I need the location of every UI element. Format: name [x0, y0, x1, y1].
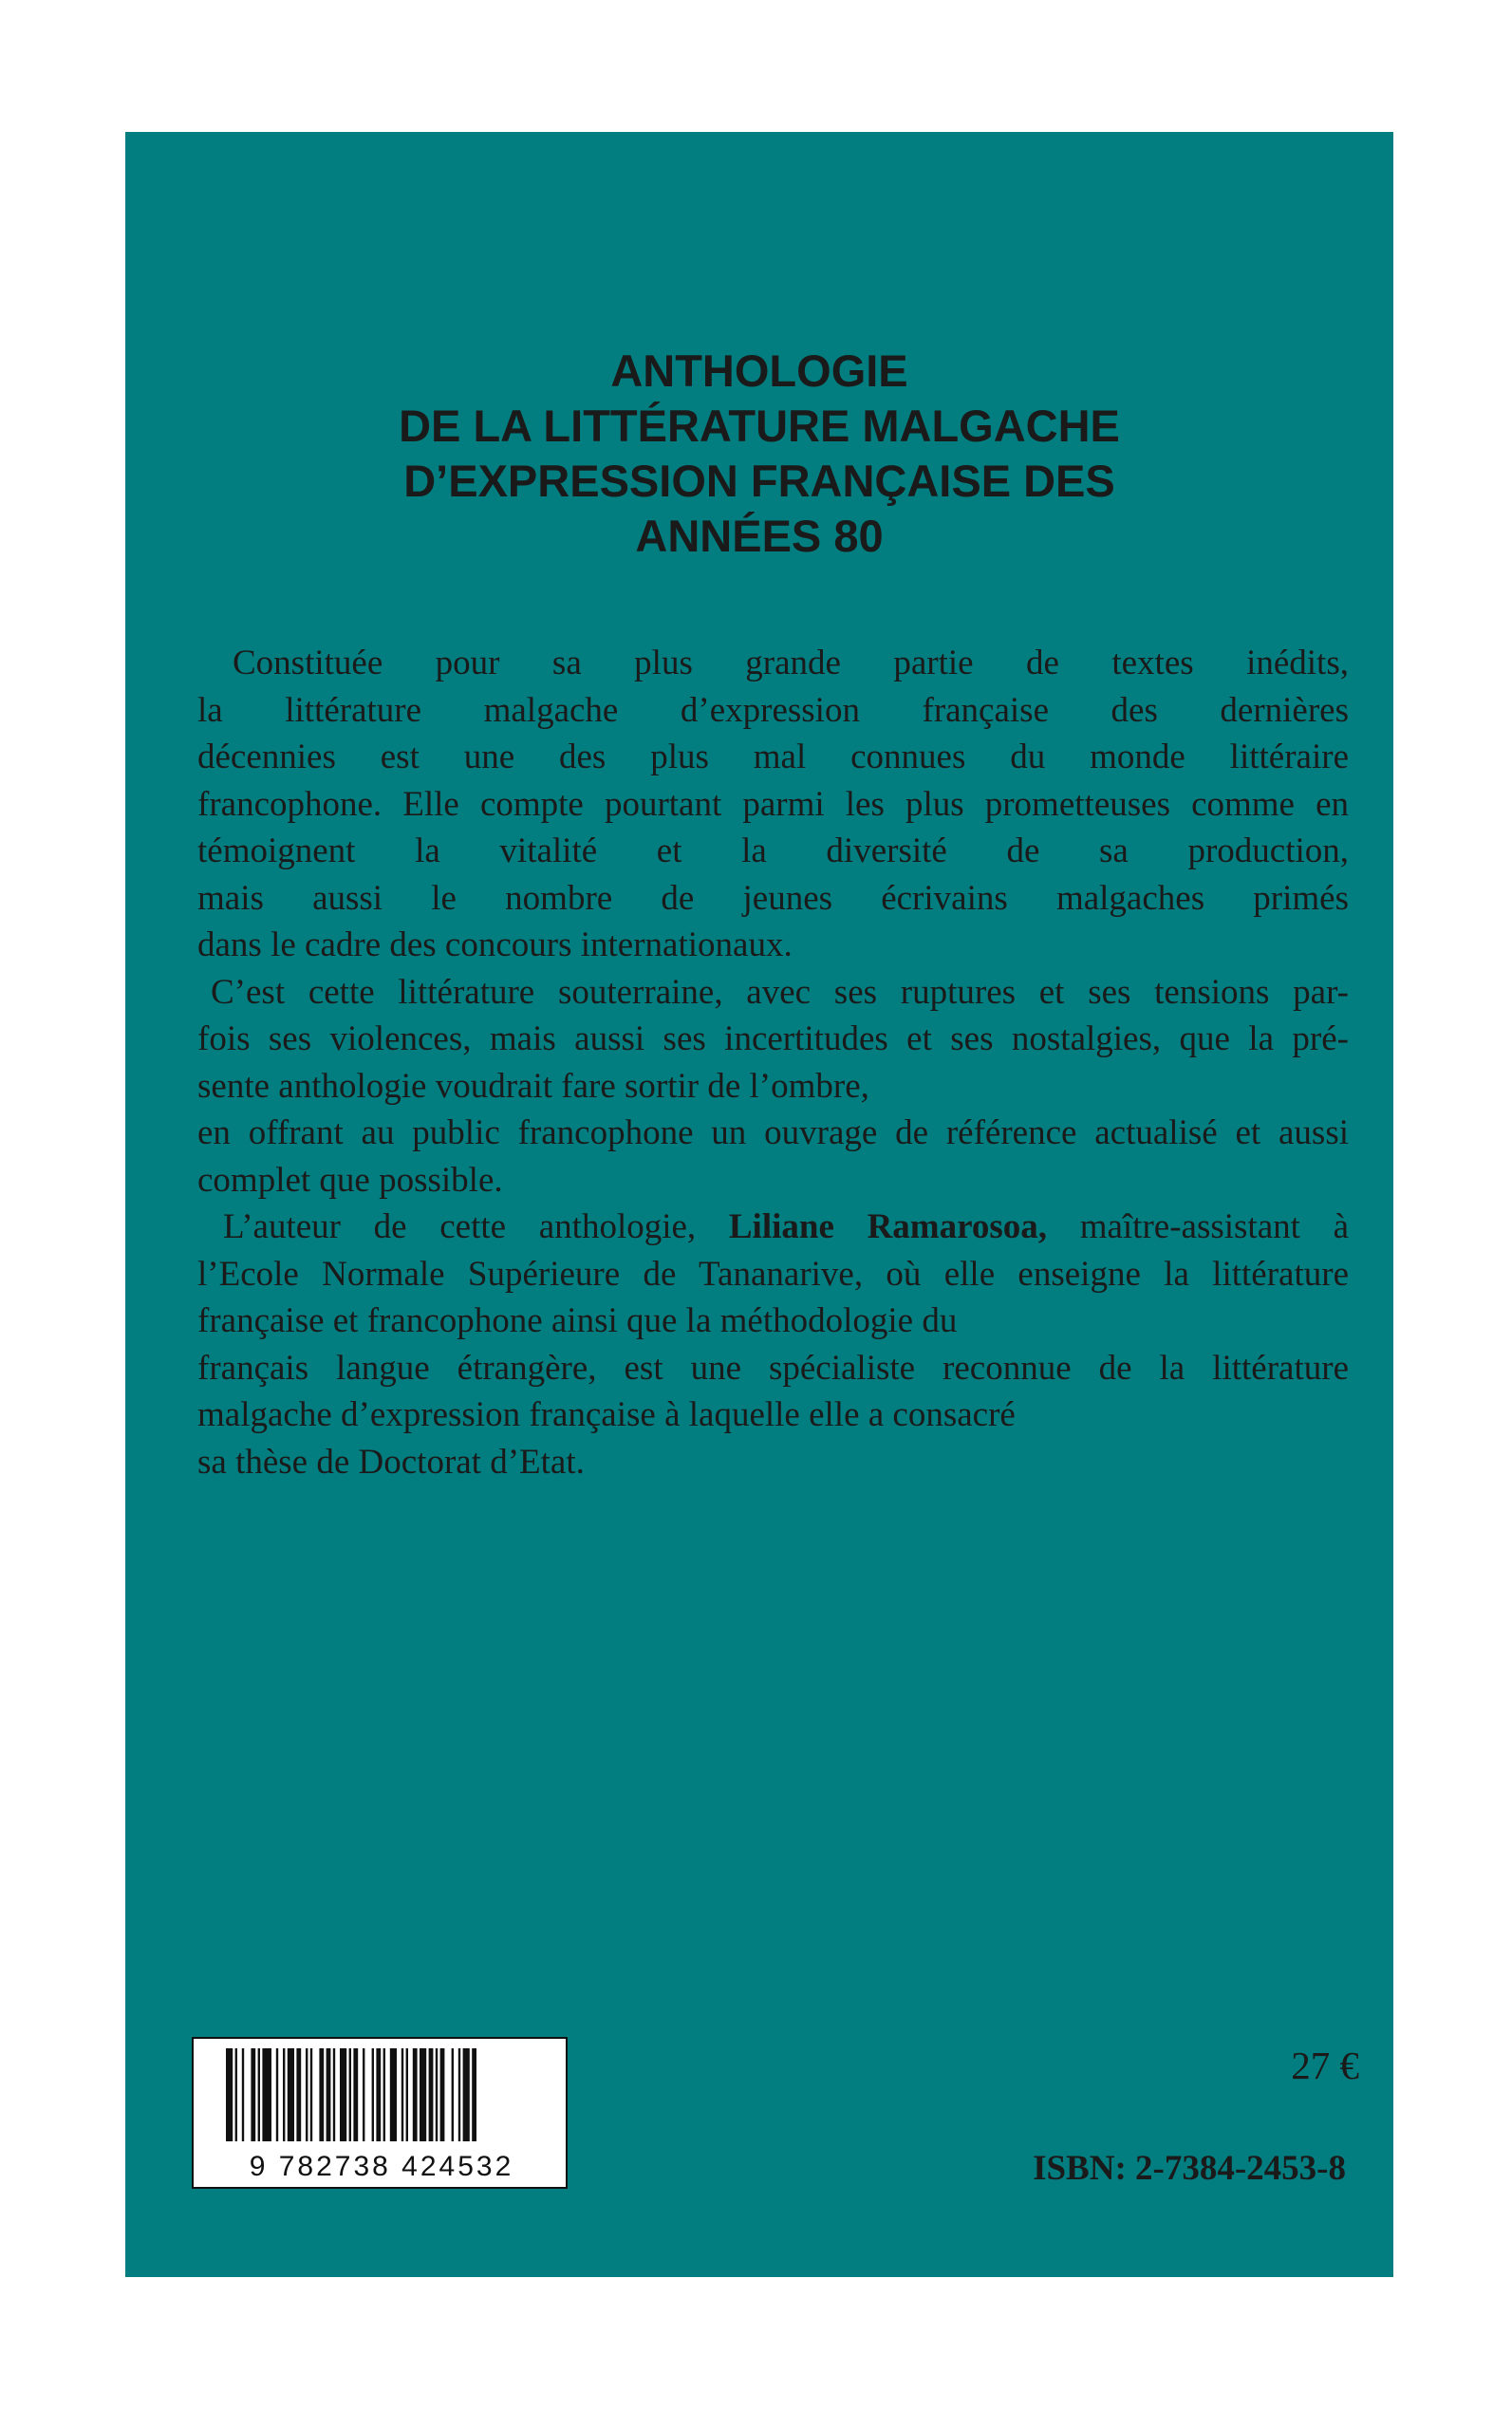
paragraph-3 — [197, 1204, 1349, 1485]
blurb — [197, 640, 1349, 1485]
text-line: en offrant au public francophone un ouvrage de référence actualisé et aussi — [197, 1113, 1349, 1152]
text-line: sa thèse de Doctorat d’Etat. — [197, 1442, 585, 1482]
text-line: français langue étrangère, est une spécialiste reconnue de la littérature — [197, 1348, 1349, 1388]
text-line: malgache d’expression française à laquelle elle a consacré — [197, 1395, 1016, 1434]
text-line: francophone. Elle compte pourtant parmi les plus prometteuses comme en — [197, 784, 1349, 824]
isbn: ISBN: 2-7384-2453-8 — [1033, 2149, 1346, 2188]
book-title — [125, 344, 1393, 564]
title-line: ANTHOLOGIE — [610, 345, 908, 396]
barcode-digits: 9 782738 424532 — [249, 2151, 514, 2182]
text-segment: L’auteur de cette anthologie, — [223, 1207, 729, 1246]
text-line: mais aussi le nombre de jeunes écrivains malgaches primés — [197, 878, 1349, 918]
text-line — [197, 1204, 1349, 1251]
price: 27 € — [1291, 2044, 1359, 2087]
text-line: Constituée pour sa plus grande partie de textes inédits, — [233, 644, 1349, 682]
text-segment: maître-assistant à — [1047, 1207, 1349, 1246]
barcode — [192, 2037, 568, 2189]
text-line: dans le cadre des concours internationaux. — [197, 925, 793, 964]
title-line: ANNÉES 80 — [635, 511, 884, 561]
text-line: C’est cette littérature souterraine, avec ses ruptures et ses tensions par- — [211, 972, 1349, 1012]
text-line: fois ses violences, mais aussi ses incertitudes et ses nostalgies, que la pré- — [197, 1019, 1349, 1058]
text-line: française et francophone ainsi que la méthodologie du — [197, 1301, 958, 1340]
text-line: témoignent la vitalité et la diversité de sa production, — [197, 831, 1349, 870]
text-line: décennies est une des plus mal connues du monde littéraire — [197, 738, 1349, 776]
paragraph-1 — [197, 640, 1349, 969]
back-cover — [125, 132, 1393, 2277]
text-line: l’Ecole Normale Supérieure de Tananarive, où elle enseigne la littérature — [197, 1254, 1349, 1294]
title-line: DE LA LITTÉRATURE MALGACHE — [399, 401, 1120, 451]
text-line: sente anthologie voudrait fare sortir de l’ombre, — [197, 1066, 869, 1106]
author-name: Liliane Ramarosoa, — [728, 1207, 1048, 1246]
text-line: la littérature malgache d’expression française des dernières — [197, 690, 1349, 730]
paragraph-2 — [197, 969, 1349, 1204]
text-line: complet que possible. — [197, 1160, 503, 1200]
title-line: D’EXPRESSION FRANÇAISE DES — [403, 456, 1115, 506]
